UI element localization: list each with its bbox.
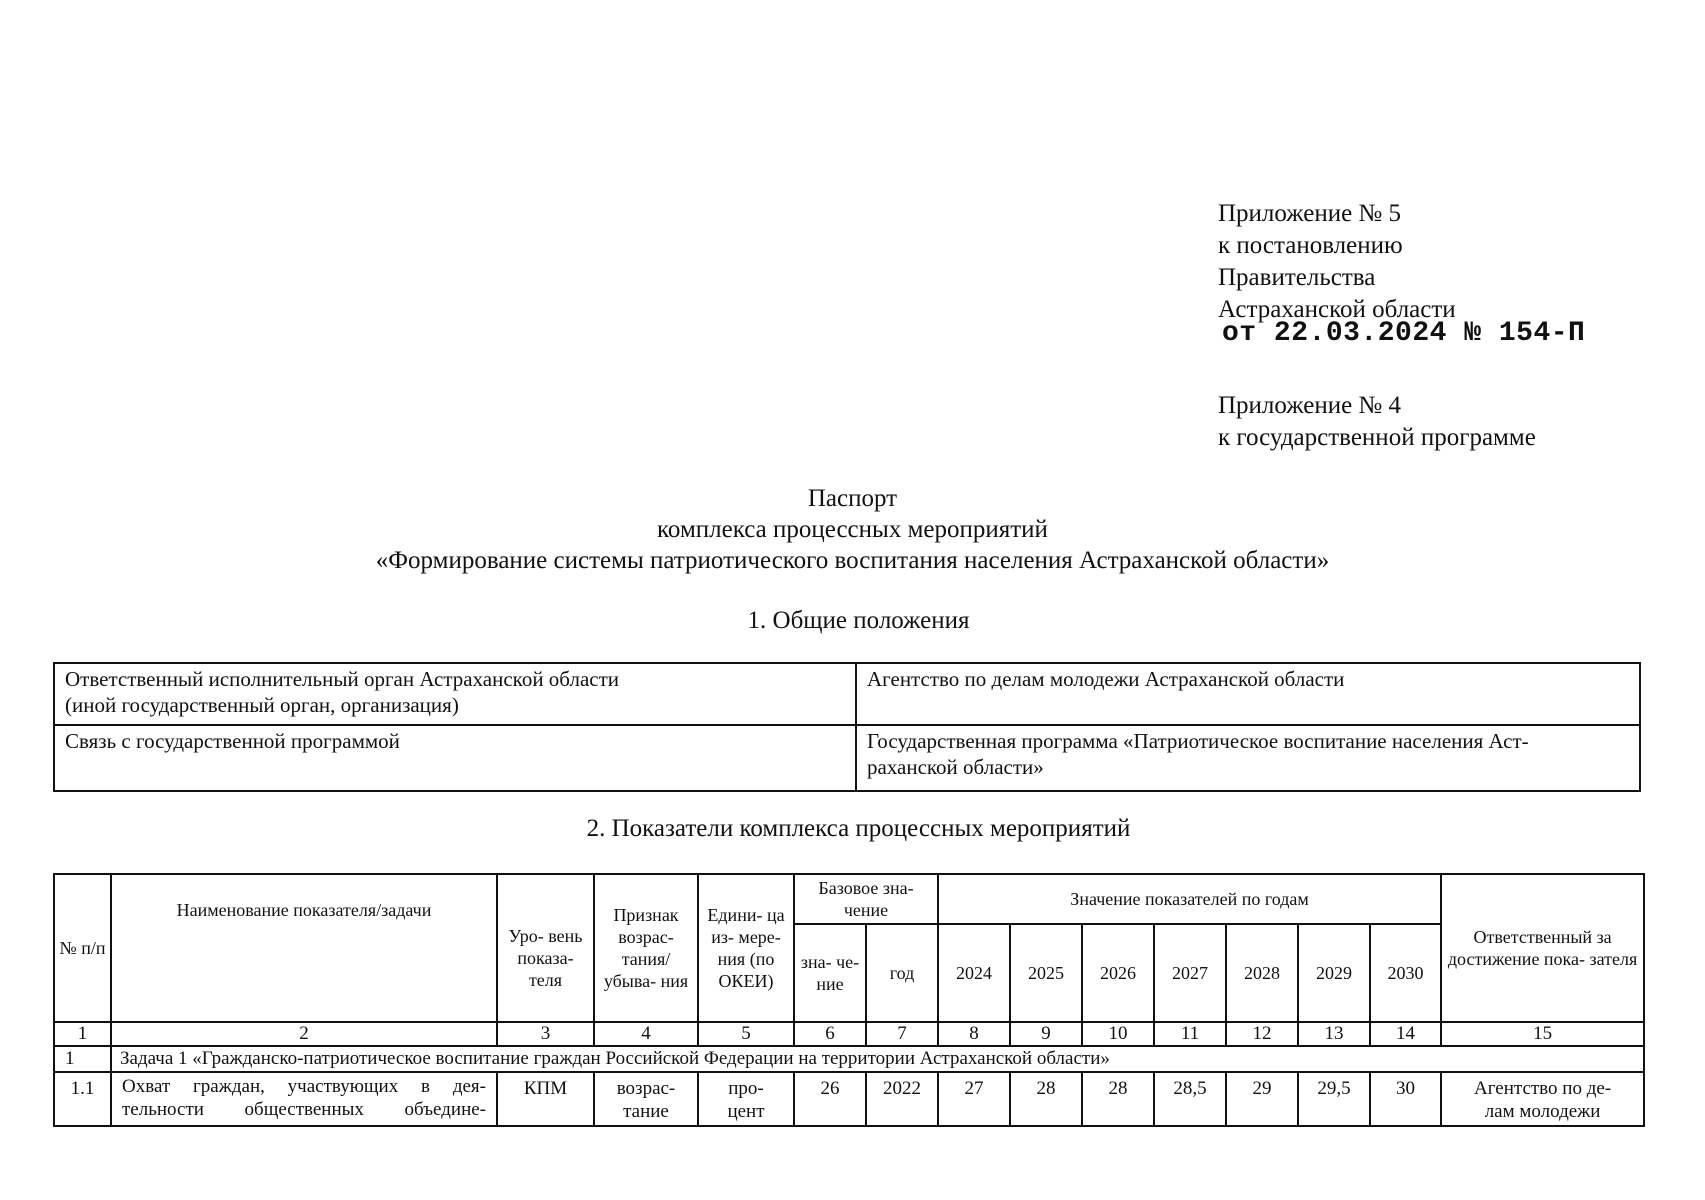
header-year: 2028 bbox=[1226, 924, 1298, 1022]
row-year-value: 29 bbox=[1226, 1072, 1298, 1126]
column-number: 14 bbox=[1370, 1022, 1441, 1046]
appendix-4-block bbox=[1218, 390, 1536, 454]
table-cell bbox=[856, 663, 1640, 725]
header-base: Базовое зна- чение bbox=[794, 874, 938, 924]
cell-text: Ответственный исполнительный орган Астраханской области bbox=[65, 667, 620, 691]
header-year: 2024 bbox=[938, 924, 1010, 1022]
row-base-value: 26 bbox=[794, 1072, 866, 1126]
task-num: 1 bbox=[54, 1046, 111, 1072]
column-number: 8 bbox=[938, 1022, 1010, 1046]
header-unit: Едини- ца из- мере- ния (по ОКЕИ) bbox=[698, 874, 794, 1022]
row-year-value: 28 bbox=[1010, 1072, 1082, 1126]
row-responsible-line: лам молодежи bbox=[1484, 1101, 1601, 1122]
column-number: 15 bbox=[1441, 1022, 1644, 1046]
header-year: 2027 bbox=[1154, 924, 1226, 1022]
cell-text: раханской области» bbox=[867, 755, 1044, 779]
row-unit-line: цент bbox=[727, 1101, 765, 1122]
header-trend: Признак возрас- тания/ убыва- ния bbox=[594, 874, 698, 1022]
column-number: 9 bbox=[1010, 1022, 1082, 1046]
general-info-table bbox=[53, 662, 1641, 792]
row-year-value: 28 bbox=[1082, 1072, 1154, 1126]
header-year: 2025 bbox=[1010, 924, 1082, 1022]
appendix-line: Астраханской области bbox=[1218, 296, 1456, 323]
header-base-year: год bbox=[866, 924, 938, 1022]
document-title bbox=[0, 483, 1705, 576]
cell-text: Связь с государственной программой bbox=[65, 729, 400, 753]
row-name bbox=[111, 1072, 497, 1126]
row-trend-line: тание bbox=[623, 1101, 669, 1122]
appendix-line: Правительства bbox=[1218, 264, 1376, 291]
row-name-line: тельности общественных объедине- bbox=[122, 1099, 486, 1120]
header-num: № п/п bbox=[54, 874, 111, 1022]
column-number: 3 bbox=[497, 1022, 594, 1046]
task-row bbox=[54, 1046, 1644, 1072]
appendix-line: Приложение № 5 bbox=[1218, 200, 1402, 227]
appendix-5-block bbox=[1218, 198, 1456, 326]
column-number: 6 bbox=[794, 1022, 866, 1046]
header-row bbox=[54, 874, 1644, 924]
task-text: Задача 1 «Гражданско-патриотическое воспитание граждан Российской Федерации на территории Астраханской области» bbox=[111, 1046, 1644, 1072]
column-number: 10 bbox=[1082, 1022, 1154, 1046]
row-year-value: 30 bbox=[1370, 1072, 1441, 1126]
column-number: 1 bbox=[54, 1022, 111, 1046]
indicators-table bbox=[53, 873, 1645, 1127]
header-year: 2029 bbox=[1298, 924, 1370, 1022]
row-unit-line: про- bbox=[728, 1078, 764, 1099]
title-line: комплекса процессных мероприятий bbox=[657, 516, 1048, 543]
header-base-value: зна- че- ние bbox=[794, 924, 866, 1022]
row-base-year: 2022 bbox=[866, 1072, 938, 1126]
row-year-value: 29,5 bbox=[1298, 1072, 1370, 1126]
header-name: Наименование показателя/задачи bbox=[111, 874, 497, 1022]
column-number: 12 bbox=[1226, 1022, 1298, 1046]
section-1-heading: 1. Общие положения bbox=[747, 607, 970, 634]
column-number: 13 bbox=[1298, 1022, 1370, 1046]
row-responsible bbox=[1441, 1072, 1644, 1126]
appendix-line: к государственной программе bbox=[1218, 424, 1536, 451]
row-unit bbox=[698, 1072, 794, 1126]
cell-text: Государственная программа «Патриотическое воспитание населения Аст- bbox=[867, 729, 1529, 753]
row-num: 1.1 bbox=[54, 1072, 111, 1126]
row-trend-line: возрас- bbox=[616, 1078, 676, 1099]
row-year-value: 27 bbox=[938, 1072, 1010, 1126]
row-name-line: Охват граждан, участвующих в дея- bbox=[122, 1076, 486, 1097]
column-number: 2 bbox=[111, 1022, 497, 1046]
header-year: 2030 bbox=[1370, 924, 1441, 1022]
section-2-heading: 2. Показатели комплекса процессных мероприятий bbox=[586, 815, 1131, 842]
header-responsible: Ответственный за достижение пока- зателя bbox=[1441, 874, 1644, 1022]
column-number: 5 bbox=[698, 1022, 794, 1046]
title-line: «Формирование системы патриотического воспитания населения Астраханской области» bbox=[375, 547, 1330, 574]
cell-text: Агентство по делам молодежи Астраханской области bbox=[867, 667, 1345, 691]
column-number-row bbox=[54, 1022, 1644, 1046]
table-cell bbox=[856, 725, 1640, 791]
header-years-group: Значение показателей по годам bbox=[938, 874, 1441, 924]
header-year: 2026 bbox=[1082, 924, 1154, 1022]
column-number: 7 bbox=[866, 1022, 938, 1046]
row-level: КПМ bbox=[497, 1072, 594, 1126]
column-number: 11 bbox=[1154, 1022, 1226, 1046]
date-number-stamp: от 22.03.2024 № 154-П bbox=[1222, 318, 1586, 349]
table-row bbox=[54, 663, 1640, 725]
appendix-line: Приложение № 4 bbox=[1218, 392, 1402, 419]
cell-text: (иной государственный орган, организация) bbox=[65, 693, 459, 717]
table-row bbox=[54, 725, 1640, 791]
row-year-value: 28,5 bbox=[1154, 1072, 1226, 1126]
row-responsible-line: Агентство по де- bbox=[1474, 1078, 1612, 1099]
column-number: 4 bbox=[594, 1022, 698, 1046]
appendix-line: к постановлению bbox=[1218, 232, 1403, 259]
header-level: Уро- вень показа- теля bbox=[497, 874, 594, 1022]
title-line: Паспорт bbox=[807, 485, 898, 512]
row-trend bbox=[594, 1072, 698, 1126]
table-row bbox=[54, 1072, 1644, 1126]
table-cell bbox=[54, 725, 856, 791]
table-cell bbox=[54, 663, 856, 725]
